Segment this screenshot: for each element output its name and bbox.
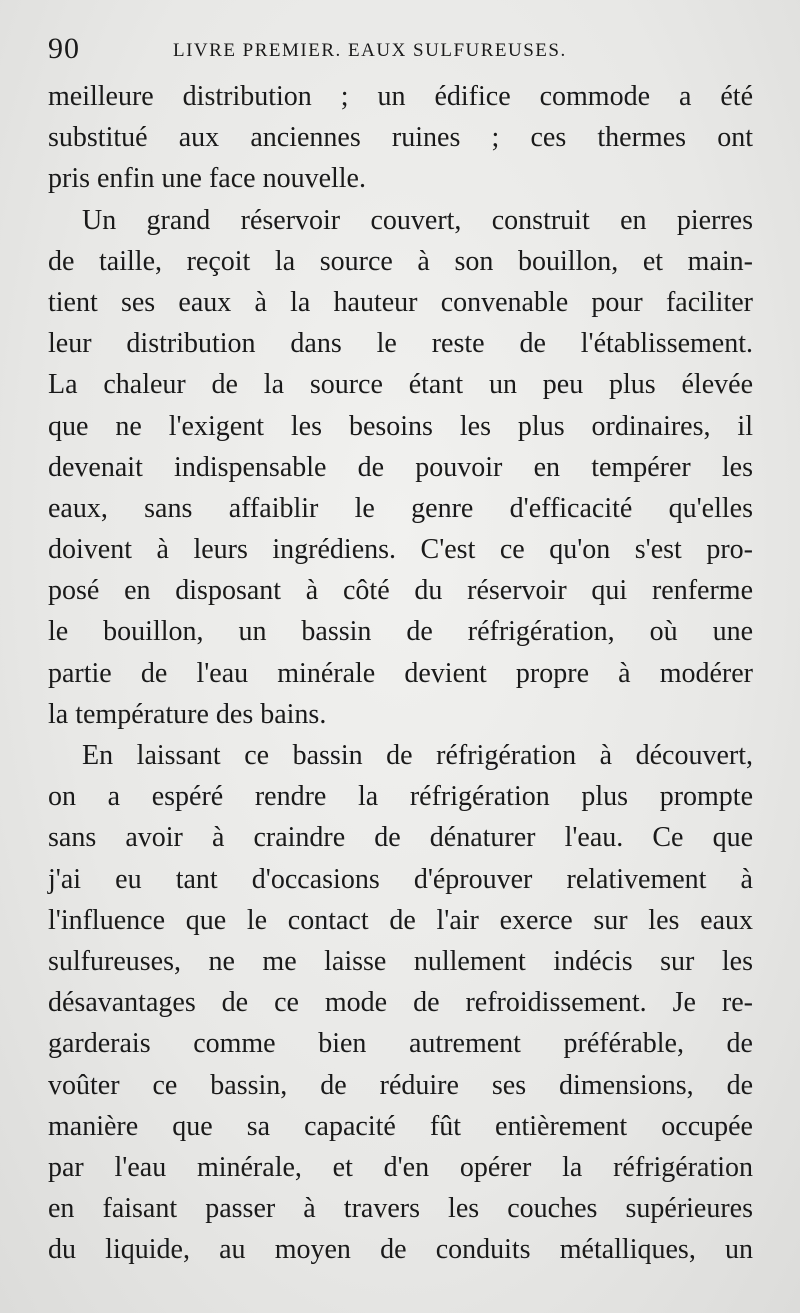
text-line: meilleure distribution ; un édifice commode a été: [48, 81, 753, 112]
body-text: [48, 76, 753, 1270]
text-line: leur distribution dans le reste de l'établissement.: [48, 328, 753, 360]
text-line: substitué aux anciennes ruines ; ces thermes ont: [48, 122, 753, 154]
text-line: par l'eau minérale, et d'en opérer la réfrigération: [48, 1151, 753, 1183]
text-line: eaux, sans affaiblir le genre d'efficacité qu'elles: [48, 492, 753, 524]
page-header: [48, 32, 753, 72]
text-line: que ne l'exigent les besoins les plus ordinaires, il: [48, 410, 753, 442]
text-line: tient ses eaux à la hauteur convenable pour faciliter: [48, 286, 753, 318]
text-line: doivent à leurs ingrédiens. C'est ce qu'on s'est pro-: [48, 534, 753, 566]
text-line: Un grand réservoir couvert, construit en pierres: [82, 204, 753, 236]
page-number: 90: [48, 32, 80, 65]
text-line: j'ai eu tant d'occasions d'éprouver relativement à: [48, 863, 753, 895]
text-line: pris enfin une face nouvelle.: [48, 163, 366, 195]
text-line: La chaleur de la source étant un peu plus élevée: [48, 369, 753, 401]
text-line: l'influence que le contact de l'air exerce sur les eaux: [48, 904, 753, 936]
text-line: du liquide, au moyen de conduits métalliques, un: [48, 1234, 753, 1266]
text-line: le bouillon, un bassin de réfrigération, où une: [48, 616, 753, 648]
running-title: LIVRE PREMIER. EAUX SULFUREUSES.: [173, 40, 567, 61]
text-line: devenait indispensable de pouvoir en tempérer les: [48, 451, 753, 483]
text-line: de taille, reçoit la source à son bouillon, et main-: [48, 245, 753, 277]
text-line: manière que sa capacité fût entièrement occupée: [48, 1110, 753, 1142]
text-line: garderais comme bien autrement préférable, de: [48, 1028, 753, 1060]
text-line: on a espéré rendre la réfrigération plus prompte: [48, 781, 753, 813]
text-line: désavantages de ce mode de refroidissement. Je re-: [48, 987, 753, 1019]
text-line: En laissant ce bassin de réfrigération à découvert,: [82, 740, 753, 771]
text-line: en faisant passer à travers les couches supérieures: [48, 1193, 753, 1225]
text-line: posé en disposant à côté du réservoir qui renferme: [48, 575, 753, 607]
text-line: voûter ce bassin, de réduire ses dimensions, de: [48, 1069, 753, 1101]
text-line: sulfureuses, ne me laisse nullement indécis sur les: [48, 945, 753, 977]
text-line: partie de l'eau minérale devient propre à modérer: [48, 657, 753, 689]
text-line: sans avoir à craindre de dénaturer l'eau. Ce que: [48, 822, 753, 854]
text-line: la température des bains.: [48, 698, 327, 730]
